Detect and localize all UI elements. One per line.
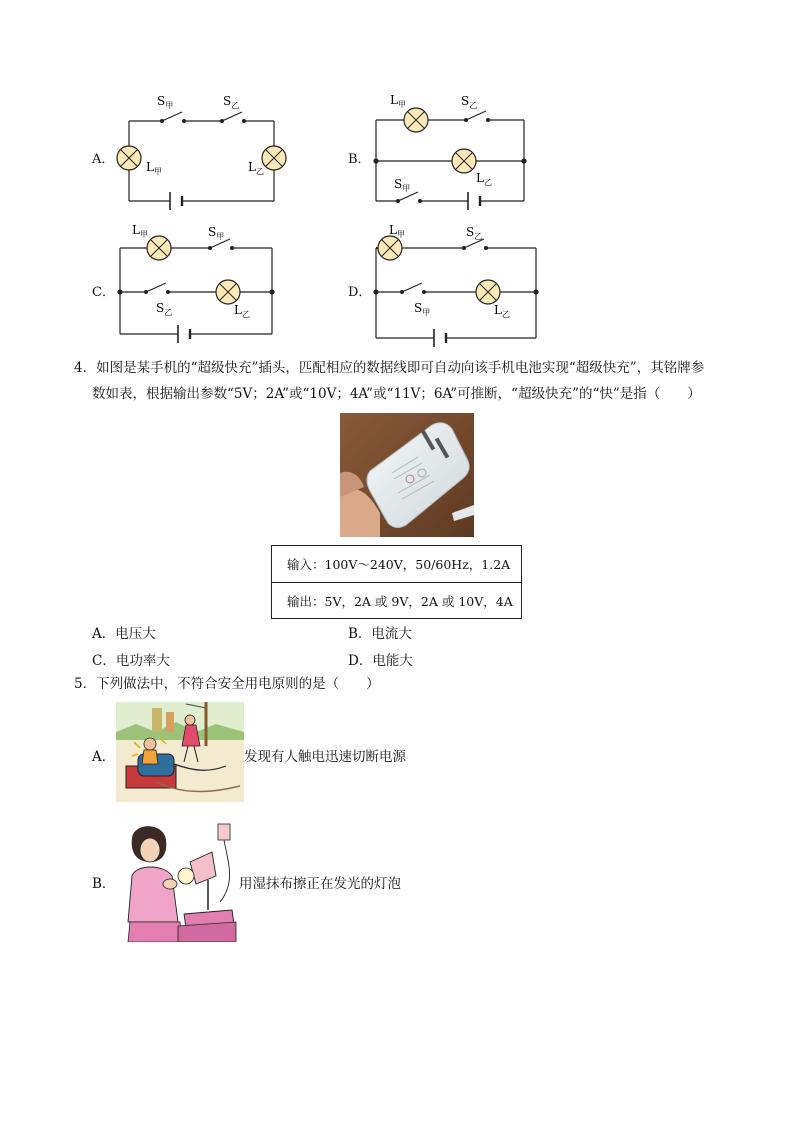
bulb-icon [147, 236, 171, 260]
lamp-label: L [494, 303, 502, 317]
question-5-text: 5．下列做法中，不符合安全用电原则的是（ ） [74, 676, 380, 692]
subscript: 乙 [255, 167, 264, 176]
question-line: 数如表，根据输出参数“5V；2A”或“10V；4A”或“11V；6A”可推断，“超级快充”的“快”是指（ ） [92, 386, 701, 402]
answer-option-c[interactable]: C．电功率大 [92, 653, 170, 669]
switch-label: S [157, 94, 166, 108]
subscript: 甲 [216, 232, 225, 241]
subscript: 甲 [165, 101, 174, 110]
svg-text:S甲 [414, 301, 430, 317]
bulb-icon [404, 108, 428, 132]
lamp-label: L [234, 303, 242, 317]
spec-output-row: 输出：5V，2A 或 9V，2A 或 10V，4A [272, 582, 521, 618]
subscript: 甲 [397, 100, 406, 109]
svg-text:S乙 [156, 301, 172, 317]
subscript: 甲 [153, 167, 162, 176]
option-b-label: B． [348, 152, 371, 167]
svg-text:S乙 [461, 94, 477, 110]
lamp-label: L [389, 223, 397, 237]
circuit-c-diagram [110, 220, 280, 350]
svg-text:L乙 [248, 160, 264, 176]
answer-option-b[interactable]: B． [92, 876, 116, 892]
svg-text:L乙 [234, 303, 250, 319]
option-c-label: C． [92, 285, 115, 300]
svg-text:L甲 [389, 223, 405, 239]
answer-option-b[interactable]: B．电流大 [348, 626, 412, 642]
switch-label: S [414, 301, 423, 315]
bulb-icon [216, 280, 240, 304]
svg-text:L甲 [132, 223, 148, 239]
circuit-b-diagram [368, 88, 538, 214]
subscript: 甲 [139, 230, 148, 239]
svg-text:S乙 [466, 225, 482, 241]
svg-text:S乙 [223, 94, 239, 110]
bulb-icon [378, 236, 402, 260]
subscript: 乙 [474, 232, 483, 241]
wet-cloth-lamp-illustration [124, 822, 238, 942]
option-a-label: A． [92, 152, 115, 167]
electric-shock-illustration [116, 702, 244, 802]
svg-text:L乙 [494, 303, 510, 319]
lamp-label: L [132, 223, 140, 237]
option-d-label: D． [348, 285, 372, 300]
answer-option-d[interactable]: D．电能大 [348, 653, 413, 669]
lamp-label: L [476, 171, 484, 185]
subscript: 甲 [422, 308, 431, 317]
switch-label: S [461, 94, 470, 108]
lamp-label: L [248, 160, 256, 174]
lamp-label: L [390, 93, 398, 107]
subscript: 乙 [501, 310, 510, 319]
svg-text:L甲 [146, 160, 162, 176]
subscript: 乙 [469, 101, 478, 110]
switch-label: S [208, 225, 217, 239]
spec-table [271, 545, 522, 619]
svg-text:L乙 [476, 171, 492, 187]
option-text: 发现有人触电迅速切断电源 [244, 749, 406, 765]
subscript: 甲 [396, 230, 405, 239]
subscript: 乙 [164, 308, 173, 317]
option-text: 用湿抹布擦正在发光的灯泡 [239, 876, 401, 892]
switch-label: S [394, 177, 403, 191]
subscript: 乙 [241, 310, 250, 319]
switch-label: S [466, 225, 475, 239]
bulb-icon [476, 280, 500, 304]
bulb-icon [452, 149, 476, 173]
bulb-icon [117, 146, 141, 170]
charger-photo [340, 413, 474, 537]
bulb-icon [262, 146, 286, 170]
subscript: 乙 [231, 101, 240, 110]
question-4-text [74, 355, 734, 407]
answer-option-a[interactable]: A． [92, 749, 116, 765]
svg-text:S甲 [208, 225, 224, 241]
spec-input-row: 输入：100V～240V，50/60Hz，1.2A [287, 557, 511, 572]
lamp-label: L [146, 160, 154, 174]
switch-label: S [156, 301, 165, 315]
svg-text:S甲 [394, 177, 410, 193]
switch-label: S [223, 94, 232, 108]
answer-option-a[interactable]: A．电压大 [92, 626, 156, 642]
svg-text:S甲 [157, 94, 173, 110]
svg-text:L甲 [390, 93, 406, 109]
question-line: 4．如图是某手机的“超级快充”插头，匹配相应的数据线即可自动向该手机电池实现“超级快充”，其铭牌参 [74, 360, 705, 376]
subscript: 乙 [483, 178, 492, 187]
subscript: 甲 [402, 184, 411, 193]
circuit-d-diagram [368, 220, 544, 350]
circuit-a-diagram [110, 88, 300, 214]
